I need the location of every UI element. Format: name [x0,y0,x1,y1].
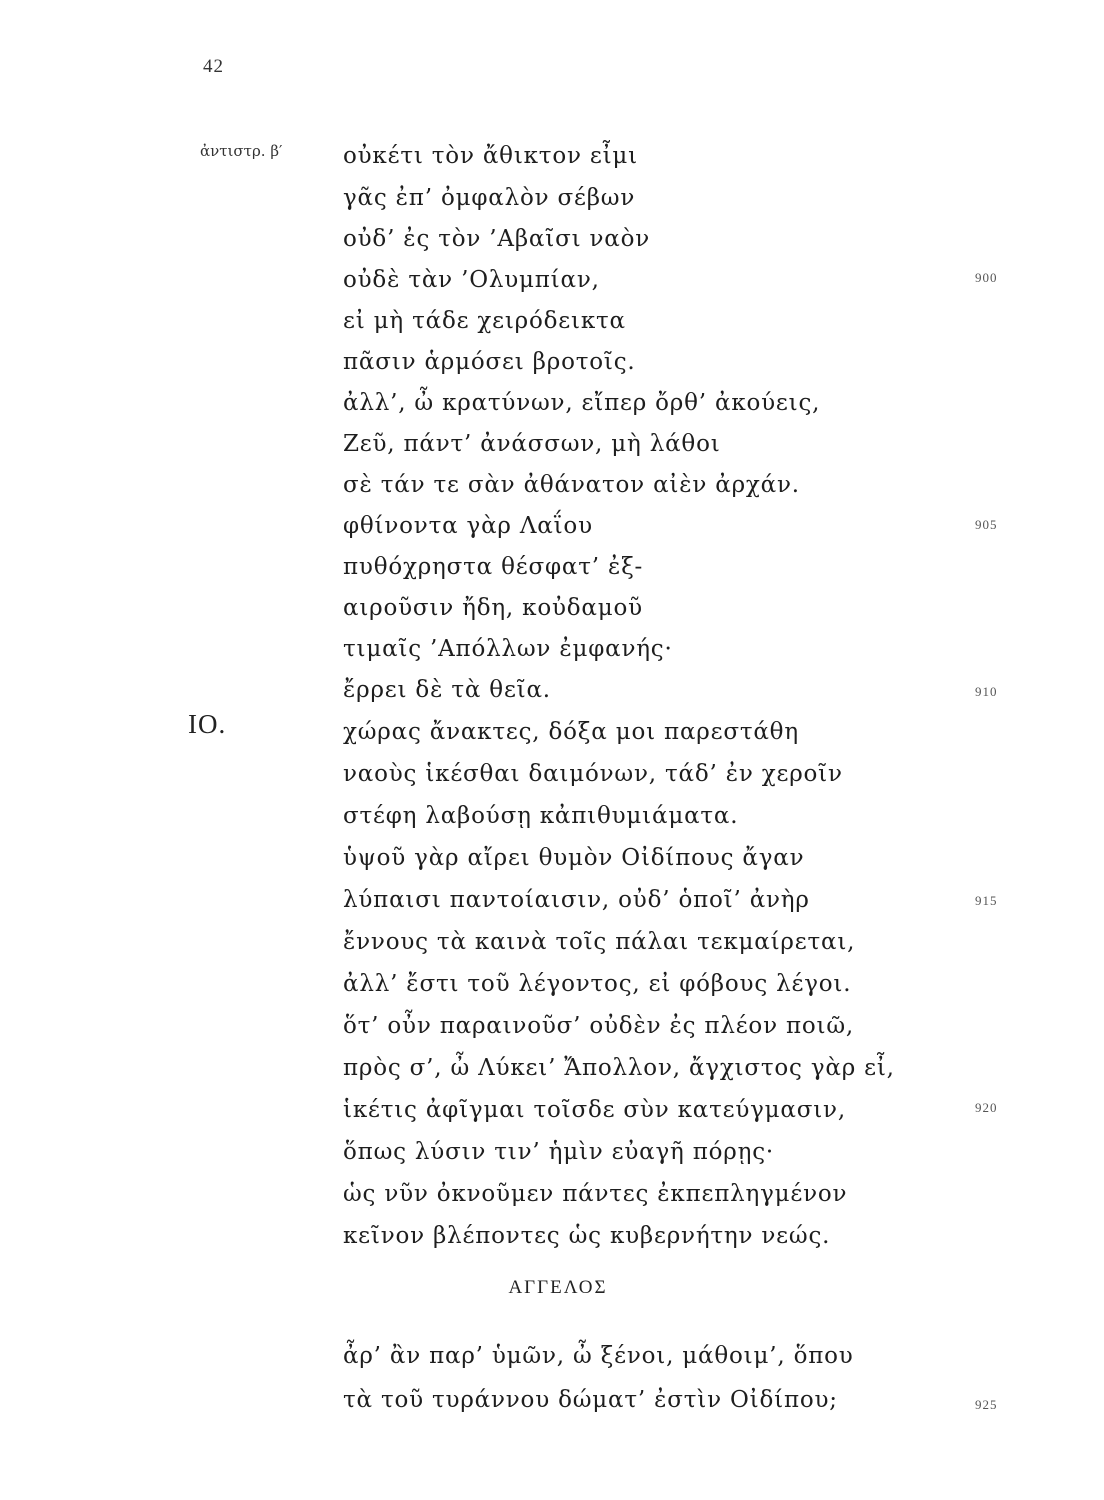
page-number: 42 [203,56,224,77]
verse-line: ἔρρει δὲ τὰ θεῖα. [343,677,551,703]
line-number: 925 [975,1397,998,1412]
verse-line: πυθόχρηστα θέσφατ’ ἐξ- [343,554,644,580]
verse-line: στέφη λαβούσῃ κἀπιθυμιάματα. [343,803,739,829]
verse-line: ὡς νῦν ὀκνοῦμεν πάντες ἐκπεπληγμένον [343,1181,848,1207]
verse-line: σὲ τάν τε σὰν ἀθάνατον αἰὲν ἀρχάν. [343,472,800,498]
verse-line: τιμαῖς ’Απόλλων ἐμφανής· [343,636,673,662]
verse-line: ἆρ’ ἂν παρ’ ὑμῶν, ὦ ξένοι, μάθοιμ’, ὅπου [343,1343,854,1369]
verse-line: πᾶσιν ἁρμόσει βροτοῖς. [343,349,636,375]
verse-line: τὰ τοῦ τυράννου δώματ’ ἐστὶν Οἰδίπου; [343,1387,838,1413]
verse-line: γᾶς ἐπ’ ὀμφαλὸν σέβων [343,185,636,211]
verse-line: οὐκέτι τὸν ἄθικτον εἶμι [343,143,638,169]
verse-line: οὐδὲ τὰν ’Ολυμπίαν, [343,267,600,293]
verse-line: ἀλλ’, ὦ κρατύνων, εἴπερ ὄρθ’ ἀκούεις, [343,390,821,416]
verse-line: χώρας ἄνακτες, δόξα μοι παρεστάθη [343,719,799,745]
verse-line: ἱκέτις ἀφῖγμαι τοῖσδε σὺν κατεύγμασιν, [343,1097,846,1123]
verse-line: εἰ μὴ τάδε χειρόδεικτα [343,308,626,334]
verse-line: κεῖνον βλέποντες ὡς κυβερνήτην νεώς. [343,1223,831,1249]
verse-line: Ζεῦ, πάντ’ ἀνάσσων, μὴ λάθοι [343,431,721,457]
line-number: 900 [975,270,998,285]
verse-line: ἀλλ’ ἔστι τοῦ λέγοντος, εἰ φόβους λέγοι. [343,971,852,997]
verse-line: φθίνοντα γὰρ Λαΐου [343,513,593,539]
verse-line: ὅπως λύσιν τιν’ ἡμὶν εὐαγῆ πόρῃς· [343,1139,774,1165]
verse-line: λύπαισι παντοίαισιν, οὐδ’ ὁποῖ’ ἀνὴρ [343,887,810,913]
line-number: 910 [975,684,998,699]
speaker-heading: ΑΓΓΕΛΟΣ [508,1277,608,1298]
verse-line: πρὸς σ’, ὦ Λύκει’ Ἄπολλον, ἄγχιστος γὰρ εἶ, [343,1055,895,1081]
verse-line: οὐδ’ ἐς τὸν ’Αβαῖσι ναὸν [343,226,651,252]
verse-line: ὑψοῦ γὰρ αἴρει θυμὸν Οἰδίπους ἄγαν [343,845,805,871]
verse-line: ναοὺς ἱκέσθαι δαιμόνων, τάδ’ ἐν χεροῖν [343,761,843,787]
line-number: 905 [975,517,998,532]
line-number: 920 [975,1100,998,1115]
verse-line: ὅτ’ οὖν παραινοῦσ’ οὐδὲν ἐς πλέον ποιῶ, [343,1013,855,1039]
line-number: 915 [975,893,998,908]
strophe-label: ἀντιστρ. β′ [200,142,283,160]
verse-line: αιροῦσιν ἤδη, κοὐδαμοῦ [343,595,643,621]
verse-line: ἔννους τὰ καινὰ τοῖς πάλαι τεκμαίρεται, [343,929,856,955]
speaker-marker-io: IO. [188,709,227,739]
